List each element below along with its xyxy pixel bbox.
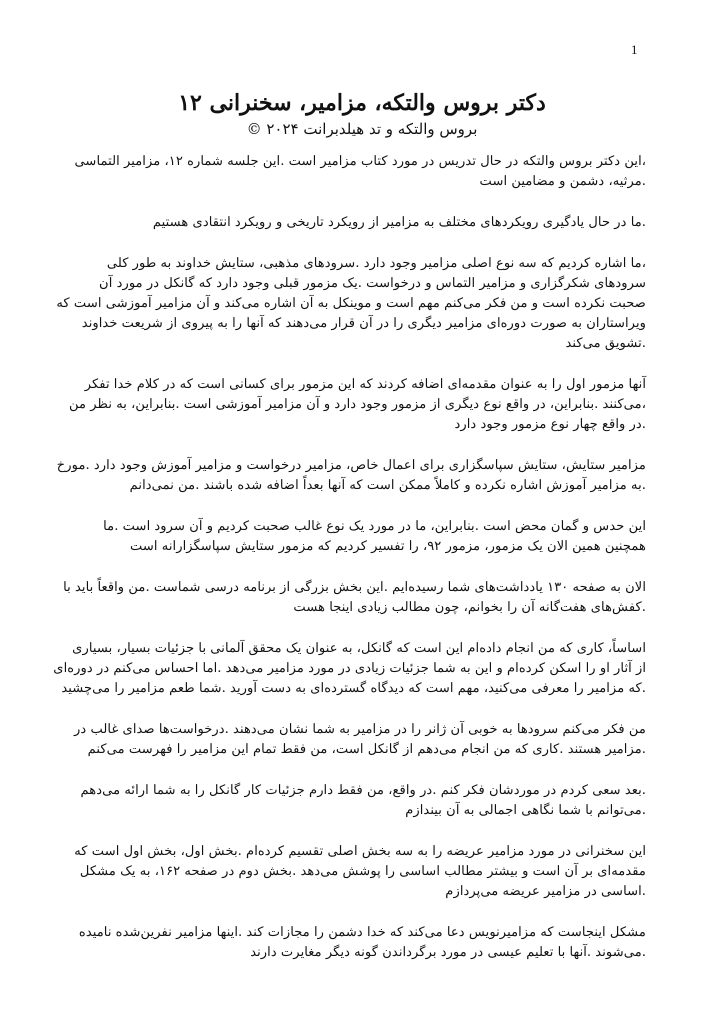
paragraph-line: سرودهای شکرگزاری و مزامیر التماس و درخواست .یک مزمور قبلی وجود دارد که گانکل در مورد آن (99, 276, 646, 291)
paragraph-line: مشکل اینجاست که مزامیرنویس دعا می‌کند که خدا دشمن را مجازات کند .اینها مزامیر نفرین‌شده نامیده (78, 925, 646, 940)
paragraph-line: ،این دکتر بروس والتکه در حال تدریس در مورد کتاب مزامیر است .این جلسه شماره ۱۲، مزامیر التماسی (74, 154, 646, 169)
paragraph-line: .بعد سعی کردم در موردشان فکر کنم .در واقع، من فقط دارم جزئیات کار گانکل را به شما ارائه می‌دهم (80, 783, 646, 798)
paragraph-line: .اساسی در مزامیر عریضه می‌پردازم (445, 884, 646, 899)
paragraph (80, 517, 646, 557)
paragraph-line: من فکر می‌کنم سرودها به خوبی آن ژانر را در مزامیر به شما نشان می‌دهند .درخواست‌ها صدای غالب در (74, 722, 646, 737)
paragraph-line: اساساً، کاری که من انجام داده‌ام این است که گانکل، به عنوان یک محقق آلمانی با جزئیات بسیار، بسیاری (72, 641, 646, 656)
paragraph (74, 720, 646, 760)
paragraph-line: ،می‌کنند .بنابراین، در واقع نوع دیگری از مزمور وجود دارد و آن مزامیر آموزشی است .بنابراین، به نظر من (68, 397, 646, 412)
paragraph-line: .که مزامیر را معرفی می‌کنید، مهم است که دیدگاه گسترده‌ای به دست آورید .شما طعم مزامیر را می‌چشید (61, 681, 646, 696)
document-body (53, 152, 646, 984)
paragraph (53, 639, 646, 699)
paragraph-line: ویراستاران به صورت دوره‌ای مزامیر دیگری را در آن قرار می‌دهند که آنها را به پیروی از شریعت خداوند (81, 316, 646, 331)
paragraph-line: .می‌شوند .آنها با تعلیم عیسی در مورد برگرداندن گونه دیگر مغایرت دارند (250, 945, 646, 960)
paragraph (74, 152, 646, 192)
paragraph-line: .می‌توانم با شما نگاهی اجمالی به آن بیندازم (405, 803, 646, 818)
paragraph-line: این سخنرانی در مورد مزامیر عریضه را به سه بخش اصلی تقسیم کرده‌ام .بخش اول، بخش اول است که (74, 844, 646, 859)
paragraph (80, 213, 646, 233)
document-subtitle: بروس والتکه و تد هیلدبرانت ۲۰۲۴ © (246, 120, 478, 138)
paragraph-line: .مرثیه، دشمن و مضامین است (479, 174, 646, 189)
paragraph-line: .در واقع چهار نوع مزمور وجود دارد (454, 417, 646, 432)
paragraph-line: صحبت نکرده است و من فکر می‌کنم مهم است و موینکل به آن اشاره می‌کند و آن مزامیر آموزشی است که (56, 296, 646, 311)
paragraph-line: .تشویق می‌کند (565, 336, 646, 351)
paragraph (74, 842, 646, 902)
paragraph-line: آنها مزمور اول را به عنوان مقدمه‌ای اضافه کردند که این مزمور برای کسانی است که در کلام خدا تفکر (84, 377, 646, 392)
paragraph-line: .کفش‌های هفت‌گانه آن را بخوانم، چون مطالب زیادی اینجا هست (293, 600, 646, 615)
paragraph-line: الان به صفحه ۱۳۰ یادداشت‌های شما رسیده‌ایم .این بخش بزرگی از برنامه درسی شماست .من واقعاً باید با (63, 580, 646, 595)
paragraph-line: .به مزامیر آموزش اشاره نکرده و کاملاً ممکن است که آنها بعداً اضافه شده باشند .من نمی‌دانم (129, 478, 646, 493)
paragraph (63, 578, 646, 618)
paragraph-line: از آثار او را اسکن کرده‌ام و این به شما جزئیات زیادی در مورد مزامیر می‌دهد .اما احساس می‌کنم در دوره‌ای (53, 661, 646, 676)
paragraph (56, 254, 646, 354)
paragraph (80, 781, 646, 821)
paragraph-line: ،ما اشاره کردیم که سه نوع اصلی مزامیر وجود دارد .سرودهای مذهبی، ستایش خداوند به طور کلی (106, 256, 646, 271)
paragraph (68, 375, 646, 435)
page-number: 1 (631, 42, 638, 57)
paragraph-line: همچنین همین الان یک مزمور، مزمور ۹۲، را تفسیر کردیم که مزمور ستایش سپاسگزارانه است (129, 539, 646, 554)
paragraph-line: .مزامیر هستند .کاری که من انجام می‌دهم از گانکل است، من فقط تمام این مزامیر را فهرست می‌کنم (87, 742, 646, 757)
paragraph-line: مقدمه‌ای بر آن است و بیشتر مطالب اساسی را پوشش می‌دهد .بخش دوم در صفحه ۱۶۲، به یک مشکل (79, 864, 646, 879)
paragraph (80, 923, 646, 963)
document-header (60, 88, 664, 140)
paragraph-line: .ما در حال یادگیری رویکردهای مختلف به مزامیر از رویکرد تاریخی و رویکرد انتقادی هستیم (152, 215, 646, 230)
paragraph (56, 456, 646, 496)
document-title: دکتر بروس والتکه، مزامیر، سخنرانی ۱۲ (178, 90, 546, 116)
paragraph-line: مزامیر ستایش، ستایش سپاسگزاری برای اعمال خاص، مزامیر درخواست و مزامیر آموزش وجود دارد .مورخ (56, 458, 646, 473)
paragraph-line: این حدس و گمان محض است .بنابراین، ما در مورد یک نوع غالب صحبت کردیم و آن سرود است .ما (103, 519, 646, 534)
